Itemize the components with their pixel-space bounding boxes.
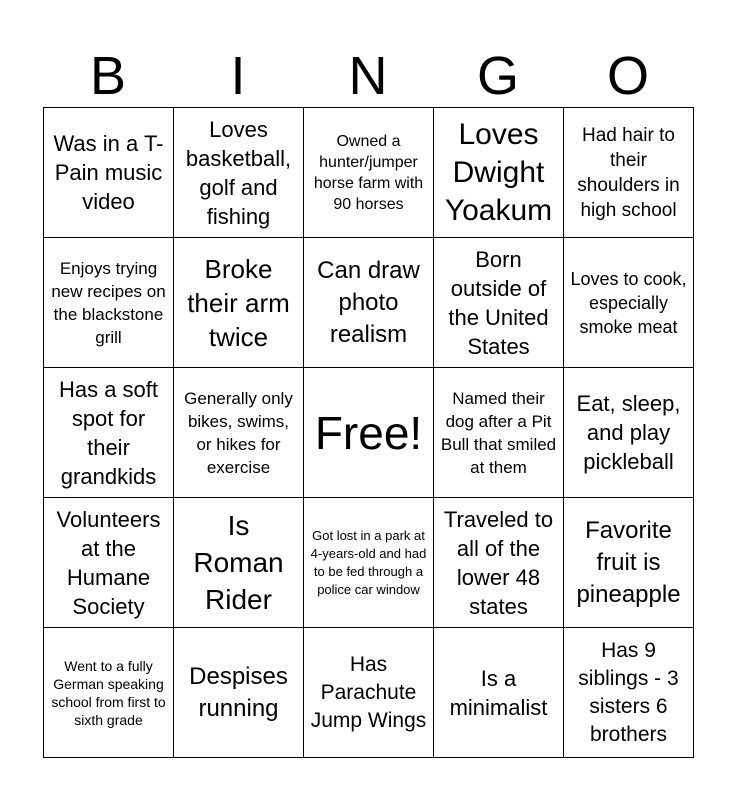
bingo-cell[interactable]: Favorite fruit is pineapple: [564, 498, 694, 628]
bingo-cell[interactable]: Named their dog after a Pit Bull that smiled at them: [434, 368, 564, 498]
header-letter-i: I: [230, 46, 246, 106]
bingo-cell[interactable]: Has 9 siblings - 3 sisters 6 brothers: [564, 628, 694, 758]
header-letter-n: N: [348, 46, 388, 106]
bingo-header: [43, 45, 693, 107]
bingo-cell[interactable]: Broke their arm twice: [174, 238, 304, 368]
header-letter-o: O: [606, 46, 649, 106]
bingo-cell[interactable]: Born outside of the United States: [434, 238, 564, 368]
bingo-cell[interactable]: Owned a hunter/jumper horse farm with 90 horses: [304, 108, 434, 238]
header-letter-b: B: [89, 46, 127, 106]
bingo-cell[interactable]: Volunteers at the Humane Society: [44, 498, 174, 628]
bingo-cell[interactable]: Had hair to their shoulders in high school: [564, 108, 694, 238]
bingo-cell[interactable]: Generally only bikes, swims, or hikes for exercise: [174, 368, 304, 498]
bingo-cell[interactable]: Has Parachute Jump Wings: [304, 628, 434, 758]
bingo-board: [43, 107, 694, 758]
bingo-cell[interactable]: Can draw photo realism: [304, 238, 434, 368]
bingo-cell[interactable]: Loves basketball, golf and fishing: [174, 108, 304, 238]
bingo-cell[interactable]: Enjoys trying new recipes on the blackstone grill: [44, 238, 174, 368]
bingo-cell[interactable]: Loves to cook, especially smoke meat: [564, 238, 694, 368]
bingo-cell-free[interactable]: Free!: [304, 368, 434, 498]
bingo-cell[interactable]: Traveled to all of the lower 48 states: [434, 498, 564, 628]
bingo-cell[interactable]: Loves Dwight Yoakum: [434, 108, 564, 238]
bingo-cell[interactable]: Got lost in a park at 4-years-old and had to be fed through a police car window: [304, 498, 434, 628]
header-letter-g: G: [476, 46, 519, 106]
bingo-cell[interactable]: Went to a fully German speaking school from first to sixth grade: [44, 628, 174, 758]
bingo-cell[interactable]: Eat, sleep, and play pickleball: [564, 368, 694, 498]
bingo-cell[interactable]: Was in a T-Pain music video: [44, 108, 174, 238]
bingo-cell[interactable]: Is Roman Rider: [174, 498, 304, 628]
bingo-cell[interactable]: Despises running: [174, 628, 304, 758]
bingo-cell[interactable]: Is a minimalist: [434, 628, 564, 758]
bingo-cell[interactable]: Has a soft spot for their grandkids: [44, 368, 174, 498]
